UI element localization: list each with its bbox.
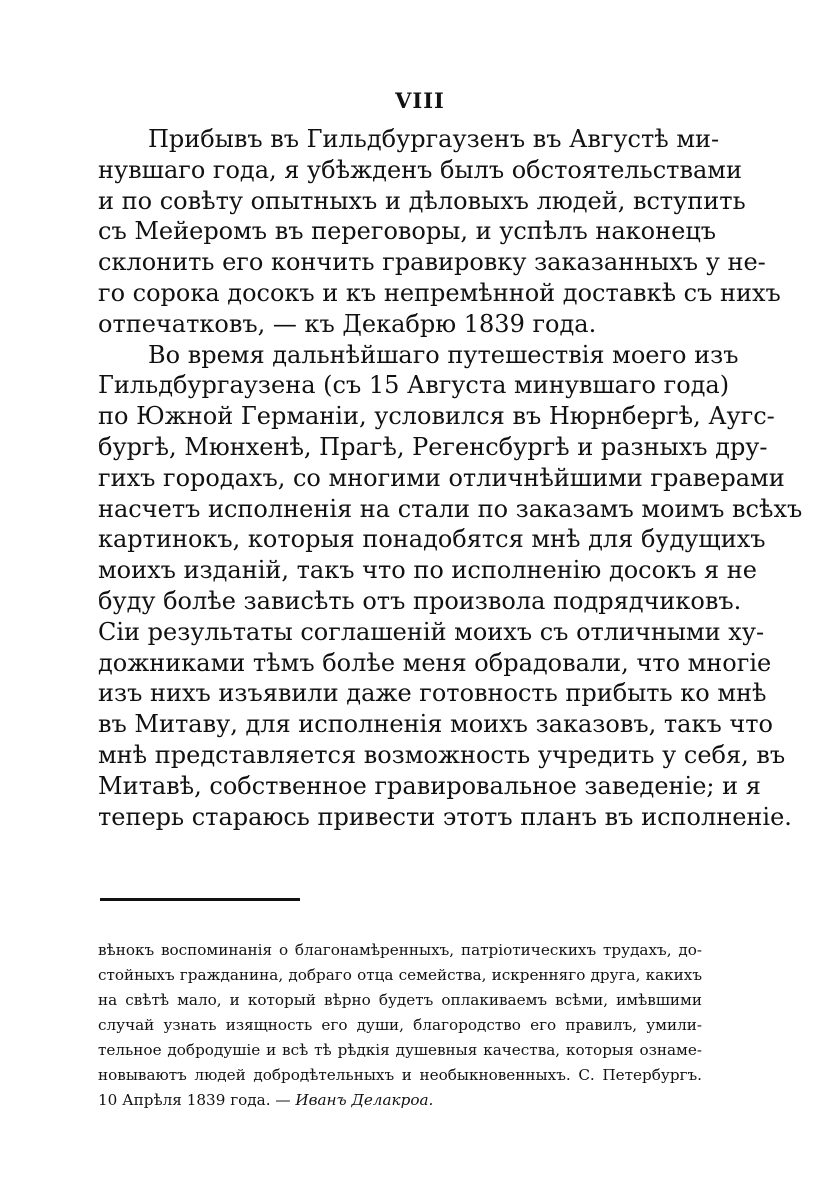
text-line: дожниками тѣмъ болѣе меня обрадовали, что многіе	[98, 648, 772, 677]
text-line: картинокъ, которыя понадобятся мнѣ для будущихъ	[98, 525, 766, 554]
text-line: теперь стараюсь привести этотъ планъ въ исполненіе.	[98, 802, 792, 831]
footnote-author: Иванъ Делакроа.	[295, 1091, 434, 1109]
text-line: мнѣ представляется возможность учредить у себя, въ	[98, 740, 786, 769]
text-line: съ Мейеромъ въ переговоры, и успѣлъ наконецъ	[98, 217, 717, 246]
footnote	[98, 938, 702, 1113]
footnote-line: новываютъ людей добродѣтельныхъ и необыкновенныхъ. С. Петербургъ.	[98, 1066, 702, 1084]
text-line: Митавѣ, собственное гравировальное заведеніе; и я	[98, 771, 761, 800]
text-line: моихъ изданій, такъ что по исполненію досокъ я не	[98, 556, 757, 585]
text-line: изъ нихъ изъявили даже готовность прибыть ко мнѣ	[98, 679, 767, 708]
footnote-signoff	[98, 1088, 702, 1113]
footnote-line: тельное добродушіе и всѣ тѣ рѣдкія душевныя качества, которыя ознаме-	[98, 1041, 702, 1059]
text-line: Прибывъ въ Гильдбургаузенъ въ Августѣ ми-	[148, 125, 720, 153]
paragraph-1	[98, 124, 781, 340]
text-line: бургѣ, Мюнхенѣ, Прагѣ, Регенсбургѣ и разныхъ дру-	[98, 432, 768, 461]
text-line: отпечатковъ, — къ Декабрю 1839 года.	[98, 309, 597, 338]
text-line: по Южной Германіи, условился въ Нюрнбергѣ, Аугс-	[98, 402, 775, 431]
text-line: склонить его кончить гравировку заказанныхъ у не-	[98, 248, 766, 277]
text-line: и по совѣту опытныхъ и дѣловыхъ людей, вступить	[98, 186, 746, 215]
page-number: VIII	[395, 88, 445, 113]
footnote-line: стойныхъ гражданина, добраго отца семейства, искренняго друга, какихъ	[98, 966, 702, 984]
text-line: въ Митаву, для исполненія моихъ заказовъ, такъ что	[98, 710, 773, 739]
footnote-line: случай узнать изящность его души, благородство его правилъ, умили-	[98, 1016, 702, 1034]
main-text	[98, 124, 803, 832]
text-line: насчетъ исполненія на стали по заказамъ моимъ всѣхъ	[98, 494, 803, 523]
text-line: гихъ городахъ, со многими отличнѣйшими граверами	[98, 463, 785, 492]
text-line: го сорока досокъ и къ непремѣнной доставкѣ съ нихъ	[98, 278, 781, 307]
text-line: Гильдбургаузена (съ 15 Августа минувшаго года)	[98, 371, 730, 400]
text-line: Сіи результаты соглашеній моихъ съ отличными ху-	[98, 617, 765, 646]
footnote-divider	[100, 898, 300, 901]
footnote-line: на свѣтѣ мало, и который вѣрно будетъ оплакиваемъ всѣми, имѣвшими	[98, 991, 702, 1009]
paragraph-2	[98, 340, 803, 833]
footnote-date: 10 Апрѣля 1839 года. —	[98, 1091, 291, 1109]
footnote-line: вѣнокъ воспоминанія о благонамѣренныхъ, патріотическихъ трудахъ, до-	[98, 941, 702, 959]
text-line: нувшаго года, я убѣжденъ былъ обстоятельствами	[98, 155, 742, 184]
text-line: Во время дальнѣйшаго путешествія моего изъ	[148, 340, 739, 369]
text-line: буду болѣе зависѣть отъ произвола подрядчиковъ.	[98, 586, 742, 615]
